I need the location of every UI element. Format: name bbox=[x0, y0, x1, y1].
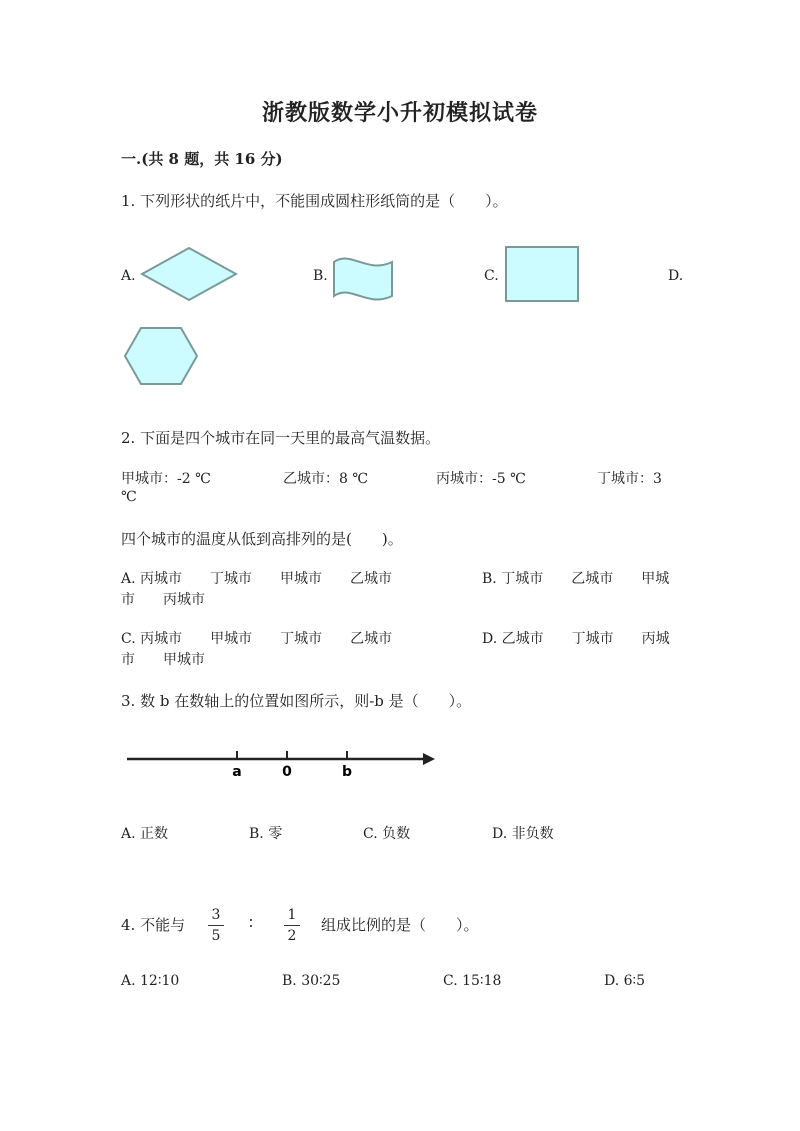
fraction-1-denominator: 5 bbox=[211, 928, 221, 944]
q2-option-b-wrap: 市 丙城市 bbox=[121, 592, 205, 608]
question-1-text: 1. 下列形状的纸片中，不能围成圆柱形纸筒的是（ ）。 bbox=[121, 192, 508, 210]
fraction-1-bar bbox=[208, 925, 224, 926]
fraction-one-half bbox=[284, 906, 300, 945]
rectangle-rect bbox=[506, 247, 578, 301]
temp-unit-wrap: ℃ bbox=[121, 489, 137, 505]
wavy-path bbox=[334, 259, 392, 300]
q3-option-b[interactable]: B. 零 bbox=[249, 826, 283, 842]
fraction-three-fifths bbox=[208, 906, 224, 945]
temp-city-yi: 乙城市：8 ℃ bbox=[283, 471, 369, 487]
q3-option-d[interactable]: D. 非负数 bbox=[492, 826, 554, 842]
q2-option-c[interactable]: C. 丙城市 甲城市 丁城市 乙城市 bbox=[121, 631, 393, 647]
number-line-arrow bbox=[423, 753, 435, 765]
temp-city-jia: 甲城市：-2 ℃ bbox=[121, 471, 211, 487]
page-title: 浙教版数学小升初模拟试卷 bbox=[261, 100, 538, 126]
q1-option-a-label[interactable]: A. bbox=[121, 268, 136, 284]
q1-rectangle-shape bbox=[505, 246, 579, 302]
temp-city-ding: 丁城市：3 bbox=[597, 471, 662, 487]
temp-city-bing: 丙城市：-5 ℃ bbox=[436, 471, 526, 487]
q1-option-b-label[interactable]: B. bbox=[313, 268, 328, 284]
question-4-text-post: 组成比例的是（ ）。 bbox=[321, 916, 479, 934]
hexagon-polygon bbox=[125, 328, 197, 384]
q1-wavy-shape bbox=[331, 254, 395, 304]
q4-option-a[interactable]: A. 12∶10 bbox=[121, 973, 180, 989]
q1-option-c-label[interactable]: C. bbox=[484, 268, 499, 284]
number-line bbox=[125, 745, 445, 785]
q2-option-a[interactable]: A. 丙城市 丁城市 甲城市 乙城市 bbox=[121, 571, 393, 587]
q4-option-d[interactable]: D. 6∶5 bbox=[604, 973, 646, 989]
q1-option-d-label[interactable]: D. bbox=[668, 268, 684, 284]
axis-label-a: a bbox=[232, 764, 242, 780]
question-4-text-pre: 4. 不能与 bbox=[121, 916, 186, 934]
rhombus-polygon bbox=[142, 248, 236, 300]
q4-option-b[interactable]: B. 30∶25 bbox=[282, 973, 341, 989]
section-heading: 一.(共 8 题，共 16 分) bbox=[121, 150, 283, 168]
axis-label-b: b bbox=[341, 764, 353, 780]
q2-option-b[interactable]: B. 丁城市 乙城市 甲城 bbox=[482, 571, 670, 587]
ratio-colon: ∶ bbox=[249, 914, 253, 932]
fraction-2-numerator: 1 bbox=[287, 907, 297, 923]
question-2-text: 2. 下面是四个城市在同一天里的最高气温数据。 bbox=[121, 429, 441, 447]
q3-option-a[interactable]: A. 正数 bbox=[121, 826, 169, 842]
q2-option-d-wrap: 市 甲城市 bbox=[121, 652, 205, 668]
fraction-1-numerator: 3 bbox=[211, 907, 221, 923]
q1-hexagon-shape bbox=[124, 327, 198, 385]
axis-label-zero: 0 bbox=[282, 764, 292, 780]
question-2-prompt: 四个城市的温度从低到高排列的是( )。 bbox=[121, 530, 403, 548]
fraction-2-denominator: 2 bbox=[287, 928, 297, 944]
q2-option-d[interactable]: D. 乙城市 丁城市 丙城 bbox=[482, 631, 670, 647]
question-3-text: 3. 数 b 在数轴上的位置如图所示，则-b 是（ ）。 bbox=[121, 692, 472, 710]
fraction-2-bar bbox=[284, 925, 300, 926]
q1-rhombus-shape bbox=[140, 246, 238, 302]
q4-option-c[interactable]: C. 15∶18 bbox=[443, 973, 502, 989]
q3-option-c[interactable]: C. 负数 bbox=[363, 826, 411, 842]
